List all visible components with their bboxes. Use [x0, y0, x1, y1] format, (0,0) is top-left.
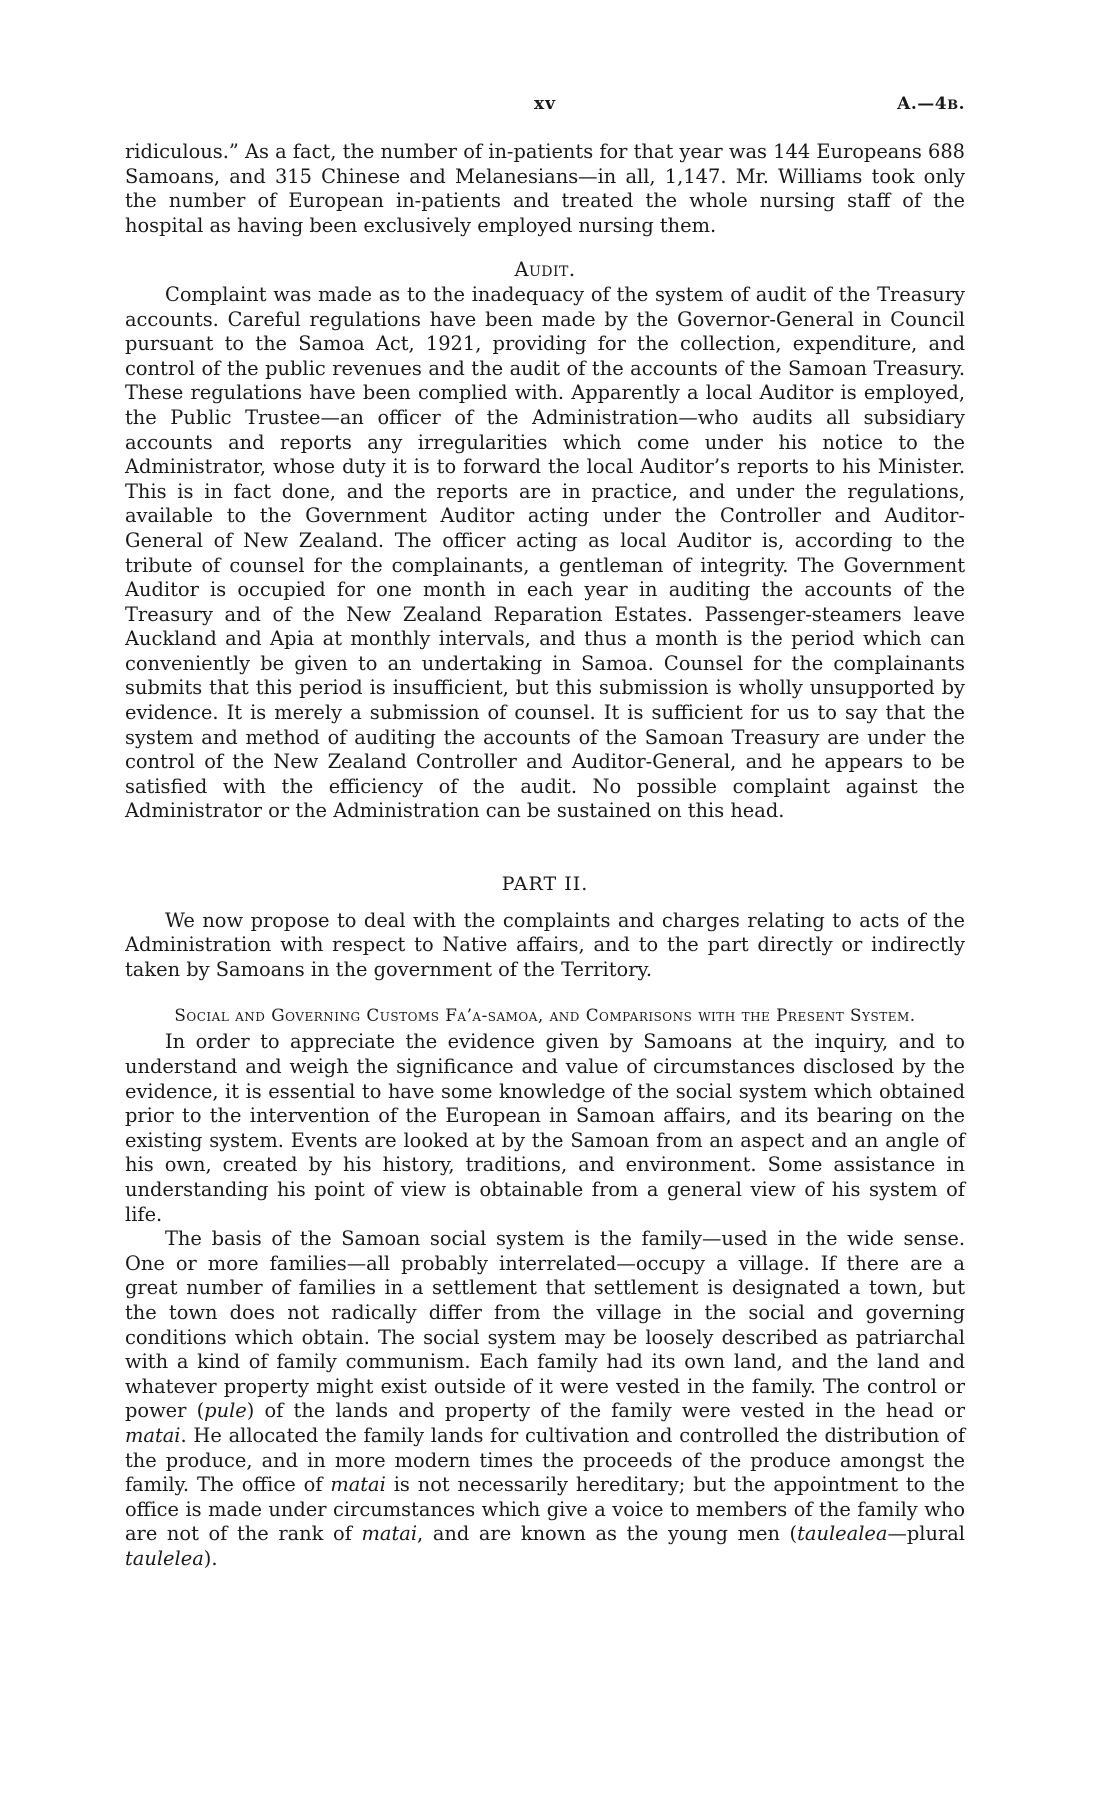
term-pule: pule: [204, 1399, 247, 1423]
part-two-heading: PART II.: [501, 873, 589, 896]
document-reference: [897, 94, 965, 114]
continuation-paragraph: ridiculous.” As a fact, the number of in-patients for that year was 144 Europeans 688 Samoans, and 315 Chinese and Melanesians—in all, 1,147. Mr. Williams took only the number of European in-patients and treated the whole nursing staff of the hospital as having been exclusively employed nursing them.: [125, 140, 965, 237]
part-two-intro-paragraph: We now propose to deal with the complaints and charges relating to acts of the Administration with respect to Native affairs, and to the part directly or indirectly taken by Samoans in the government of the Territory.: [125, 908, 965, 981]
text-run: , and are known as the young men (: [417, 1522, 798, 1546]
audit-heading: Audit.: [514, 258, 576, 282]
text-run: ) of the lands and property of the family were vested in the head or: [246, 1399, 965, 1423]
page-header: [125, 94, 965, 118]
document-reference-suffix: B: [947, 98, 959, 113]
term-taulelea: taulelea: [125, 1546, 204, 1570]
page-folio: xv: [533, 94, 556, 114]
term-matai: matai: [125, 1423, 181, 1447]
term-matai: matai: [330, 1473, 386, 1497]
text-run: . He allocated the family lands for cultivation and controlled the distribution of the produce, and in more modern times the proceeds of the produce amongst the family. The office of: [125, 1423, 965, 1497]
term-taulealea: taulealea: [797, 1522, 888, 1546]
social-system-paragraph-1: In order to appreciate the evidence given by Samoans at the inquiry, and to understand and weigh the significance and value of circumstances disclosed by the evidence, it is essential to have some knowledge of the social system which obtained prior to the intervention of the European in Samoan affairs, and its bearing on the existing system. Events are looked at by the Samoan from an aspect and an angle of his own, created by his history, traditions, and environment. Some assistance in understanding his point of view is obtainable from a general view of his system of life.: [125, 1030, 965, 1226]
text-column: [125, 140, 965, 1571]
text-run: is not necessarily hereditary; but the appointment to the office is made under circumstances which give a voice to members of the family who are not of the rank of: [125, 1473, 965, 1546]
document-reference-main: A.—4: [897, 94, 948, 114]
social-customs-heading: Social and Governing Customs Fa’a-samoa, and Comparisons with the Present System.: [174, 1005, 916, 1026]
document-reference-end: .: [958, 94, 965, 114]
audit-paragraph: Complaint was made as to the inadequacy of the system of audit of the Treasury accounts. Careful regulations have been made by the Governor-General in Council pursuant to the Samoa Act, 1921, providing for the collection, expenditure, and control of the public revenues and the audit of the accounts of the Samoan Treasury. These regulations have been complied with. Apparently a local Auditor is employed, the Public Trustee—an officer of the Administration—who audits all subsidiary accounts and reports any irregularities which come under his notice to the Administrator, whose duty it is to forward the local Auditor’s reports to his Minister. This is in fact done, and the reports are in practice, and under the regulations, available to the Government Auditor acting under the Controller and Auditor-General of New Zealand. The officer acting as local Auditor is, according to the tribute of counsel for the complainants, a gentleman of integrity. The Government Auditor is occupied for one month in each year in auditing the accounts of the Treasury and of the New Zealand Reparation Estates. Passenger-steamers leave Auckland and Apia at monthly intervals, and thus a month is the period which can conveniently be given to an undertaking in Samoa. Counsel for the complainants submits that this period is insufficient, but this submission is wholly unsupported by evidence. It is merely a submission of counsel. It is sufficient for us to say that the system and method of auditing the accounts of the Samoan Treasury are under the control of the New Zealand Controller and Auditor-General, and he appears to be satisfied with the efficiency of the audit. No possible complaint against the Administrator or the Administration can be sustained on this head.: [125, 282, 965, 823]
text-run: ).: [203, 1546, 218, 1570]
text-run: —plural: [887, 1522, 965, 1546]
social-system-paragraph-2: [125, 1227, 965, 1571]
term-matai: matai: [361, 1522, 418, 1546]
text-run: The basis of the Samoan social system is the family—used in the wide sense. One or more families—all probably interrelated—occupy a village. If there are a great number of families in a settlement that settlement is designated a town, but the town does not radically differ from the village in the social and governing conditions which obtain. The social system may be loosely described as patriarchal with a kind of family communism. Each family had its own land, and the land and whatever property might exist outside of it were vested in the family. The control or power (: [125, 1227, 965, 1423]
